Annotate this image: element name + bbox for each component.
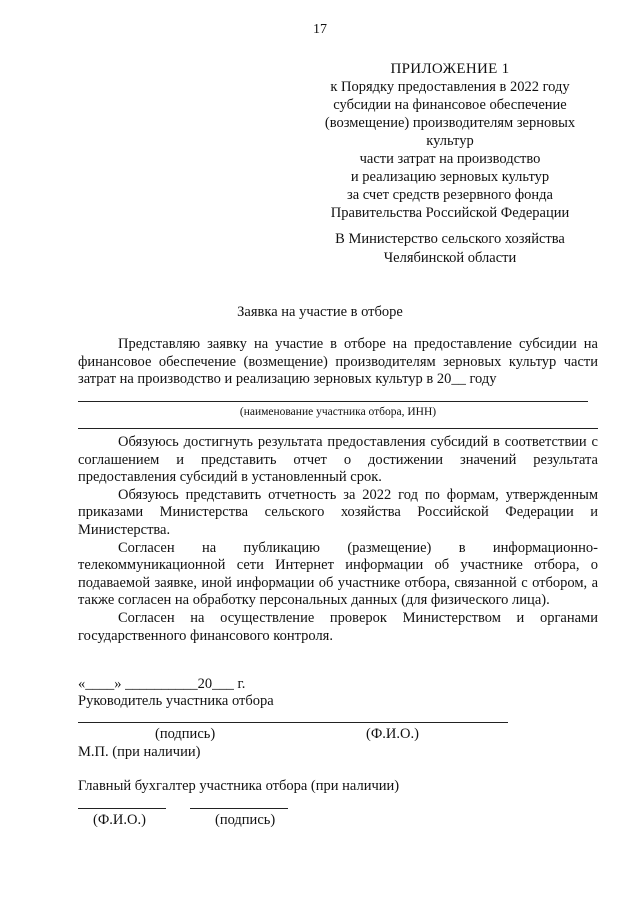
appendix-line: и реализацию зерновых культур xyxy=(350,169,550,185)
signature-caption: (подпись) xyxy=(155,726,216,742)
recipient-block xyxy=(300,230,600,268)
commitment-paragraph: Обязуюсь достигнуть результата предоставления субсидий в соответствии с соглашением и представить отчет о достижении значений результата предоставления субсидий в установленный срок. xyxy=(78,434,598,486)
head-signature-line[interactable] xyxy=(78,722,508,723)
appendix-title: ПРИЛОЖЕНИЕ 1 xyxy=(390,61,510,77)
accountant-fio-line[interactable] xyxy=(78,808,166,809)
date-line: «____» __________20___ г. xyxy=(78,676,246,692)
commitments-block xyxy=(78,434,598,645)
consent-paragraph: Согласен на публикацию (размещение) в информационно-телекоммуникационной сети Интернет информации об участнике отбора, о подаваемой заявке, иной информации об участнике отбора, связанной с отбором, а также согласен на обработку персональных данных (для физического лица). xyxy=(78,539,598,609)
commitment-paragraph: Обязуюсь представить отчетность за 2022 год по формам, утвержденным приказами Министерства сельского хозяйства Российской Федерации и Министерства. xyxy=(78,486,598,538)
accountant-signature-line[interactable] xyxy=(190,808,288,809)
seal-label: М.П. (при наличии) xyxy=(78,744,201,760)
intro-paragraph xyxy=(78,336,598,389)
fio-caption: (Ф.И.О.) xyxy=(366,726,419,742)
appendix-header xyxy=(300,60,600,222)
recipient-line: Челябинской области xyxy=(383,250,517,266)
accountant-label: Главный бухгалтер участника отбора (при наличии) xyxy=(78,778,400,794)
appendix-line: за счет средств резервного фонда xyxy=(347,187,553,203)
consent-paragraph: Согласен на осуществление проверок Министерством и органами государственного финансового контроля. xyxy=(78,609,598,644)
participant-line-2[interactable] xyxy=(78,428,598,429)
participant-caption: (наименование участника отбора, ИНН) xyxy=(239,406,437,418)
intro-text: Представляю заявку на участие в отборе на предоставление субсидии на финансовое обеспечение (возмещение) производителям зерновых культур части затрат на производство и реализацию зерновых культур в 20__ году xyxy=(78,336,598,388)
appendix-line: культур xyxy=(426,133,474,149)
appendix-line: субсидии на финансовое обеспечение xyxy=(333,97,567,113)
head-label: Руководитель участника отбора xyxy=(78,693,274,709)
appendix-line: Правительства Российской Федерации xyxy=(330,205,570,221)
accountant-fio-caption: (Ф.И.О.) xyxy=(93,812,146,828)
document-title: Заявка на участие в отборе xyxy=(237,304,403,320)
appendix-line: части затрат на производство xyxy=(359,151,541,167)
accountant-signature-caption: (подпись) xyxy=(215,812,276,828)
participant-line[interactable] xyxy=(78,401,588,402)
page-number: 17 xyxy=(313,22,327,37)
appendix-line: к Порядку предоставления в 2022 году xyxy=(330,79,570,95)
recipient-line: В Министерство сельского хозяйства xyxy=(335,231,565,247)
appendix-line: (возмещение) производителям зерновых xyxy=(324,115,576,131)
